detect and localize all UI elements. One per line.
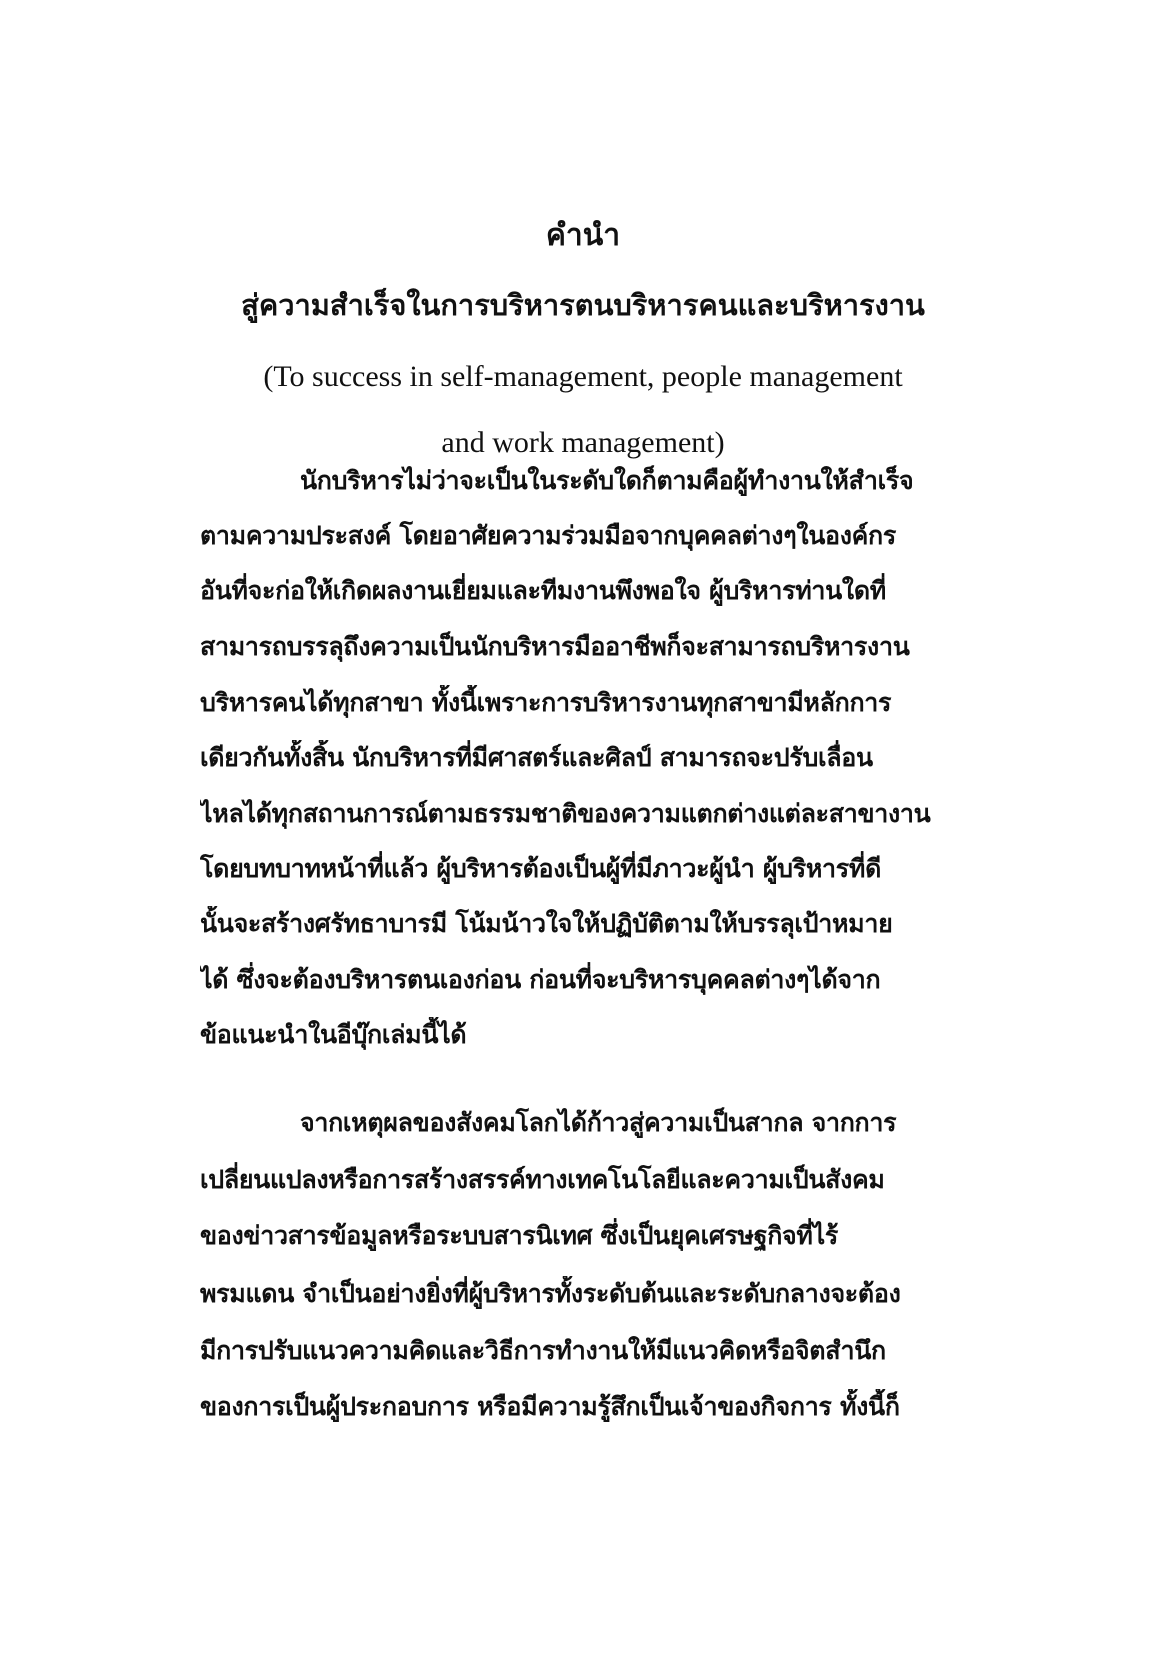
paragraph-2-line: ของข่าวสารข้อมูลหรือระบบสารนิเทศ ซึ่งเป็นยุคเศรษฐกิจที่ไร้	[200, 1221, 838, 1250]
paragraph-1-line: นักบริหารไม่ว่าจะเป็นในระดับใดก็ตามคือผู้ทำงานให้สำเร็จ	[300, 466, 914, 495]
paragraph-2-line: ของการเป็นผู้ประกอบการ หรือมีความรู้สึกเป็นเจ้าของกิจการ ทั้งนี้ก็	[200, 1392, 900, 1421]
paragraph-1-line: อันที่จะก่อให้เกิดผลงานเยี่ยมและทีมงานพึงพอใจ ผู้บริหารท่านใดที่	[200, 576, 886, 605]
paragraph-2-line: จากเหตุผลของสังคมโลกได้ก้าวสู่ความเป็นสากล จากการ	[300, 1108, 897, 1137]
paragraph-1-line: บริหารคนได้ทุกสาขา ทั้งนี้เพราะการบริหารงานทุกสาขามีหลักการ	[200, 688, 892, 717]
paragraph-1-line: นั้นจะสร้างศรัทธาบารมี โน้มน้าวใจให้ปฏิบัติตามให้บรรลุเป้าหมาย	[200, 909, 893, 938]
english-title-line-2: and work management)	[441, 426, 725, 459]
page-title: คำนำ	[545, 218, 621, 253]
paragraph-2-line: มีการปรับแนวความคิดและวิธีการทำงานให้มีแนวคิดหรือจิตสำนึก	[200, 1336, 886, 1365]
paragraph-1-line: ตามความประสงค์ โดยอาศัยความร่วมมือจากบุคคลต่างๆในองค์กร	[200, 521, 897, 550]
paragraph-1-line: เดียวกันทั้งสิ้น นักบริหารที่มีศาสตร์และศิลป์ สามารถจะปรับเลื่อน	[200, 743, 873, 772]
paragraph-2-line: พรมแดน จำเป็นอย่างยิ่งที่ผู้บริหารทั้งระดับต้นและระดับกลางจะต้อง	[200, 1279, 901, 1308]
paragraph-1-line: โดยบทบาทหน้าที่แล้ว ผู้บริหารต้องเป็นผู้ที่มีภาวะผู้นำ ผู้บริหารที่ดี	[200, 854, 882, 883]
paragraph-1-line: สามารถบรรลุถึงความเป็นนักบริหารมืออาชีพก็จะสามารถบริหารงาน	[200, 632, 910, 661]
paragraph-2-line: เปลี่ยนแปลงหรือการสร้างสรรค์ทางเทคโนโลยีและความเป็นสังคม	[200, 1165, 885, 1194]
english-title-line-1: (To success in self-management, people management	[263, 360, 903, 393]
paragraph-1-line: ได้ ซึ่งจะต้องบริหารตนเองก่อน ก่อนที่จะบริหารบุคคลต่างๆได้จาก	[200, 965, 881, 994]
paragraph-1-line: ไหลได้ทุกสถานการณ์ตามธรรมชาติของความแตกต่างแต่ละสาขางาน	[200, 799, 931, 828]
paragraph-1-line: ข้อแนะนำในอีบุ๊กเล่มนี้ได้	[200, 1020, 467, 1049]
page-subtitle: สู่ความสำเร็จในการบริหารตนบริหารคนและบริหารงาน	[241, 288, 925, 322]
